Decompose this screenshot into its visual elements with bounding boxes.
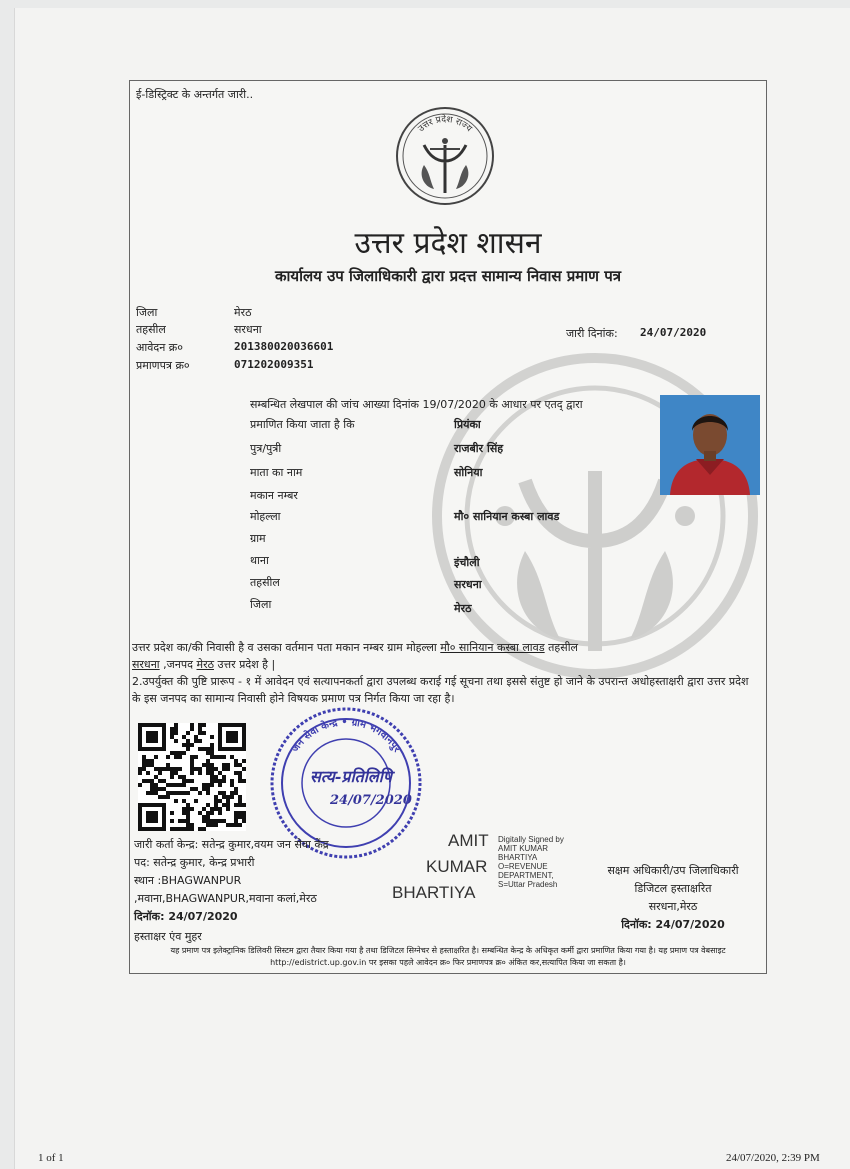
certificate-label: प्रमाणपत्र क्र० [136,359,190,372]
tehsil-label: तहसील [136,323,166,336]
detail-label-mohalla: मोहल्ला [250,510,281,523]
certificate-number: 071202009351 [234,358,314,371]
officer-signed: डिजिटल हस्ताक्षरित [634,882,712,895]
dsig-name-2: KUMAR [426,857,488,876]
issue-date-label: जारी दिनांक: [566,327,618,340]
intro-text: सम्बन्धित लेखपाल की जांच आख्या दिनांक 19/07/2020 के आधार पर एतद् द्वारा [250,398,583,411]
handwritten-attestation: सत्य-प्रतिलिपि [310,767,392,786]
district-value: मेरठ [234,306,252,319]
officer-title: सक्षम अधिकारी/उप जिलाधिकारी [607,864,739,877]
detail-label-police-station: थाना [250,554,269,567]
dsig-line: AMIT KUMAR [498,844,549,853]
issuer-place: स्थान :BHAGWANPUR [134,874,242,887]
handwritten-date: 24/07/2020 [330,793,412,808]
page-title: उत्तर प्रदेश शासन [354,226,542,261]
detail-label-tehsil: तहसील [250,576,280,589]
detail-value-name: प्रियंका [454,418,481,431]
certificate [129,80,767,974]
top-note: ई-डिस्ट्रिक्ट के अन्तर्गत जारी.. [136,88,254,101]
detail-label-village: ग्राम [250,532,266,545]
certificate-subtitle: कार्यालय उप जिलाधिकारी द्वारा प्रदत्त सामान्य निवास प्रमाण पत्र [275,267,621,285]
page-number: 1 of 1 [38,1152,64,1164]
detail-value-police-station: इंचौली [454,556,480,569]
detail-label-father: पुत्र/पुत्री [250,442,282,455]
tehsil-value: सरधना [234,323,262,336]
residence-tehsil-label: तहसील [544,641,579,654]
issuer-sign-label: हस्ताक्षर एंव मुहर [134,930,202,943]
certificate-footer: यह प्रमाण पत्र इलेक्ट्रानिक डिलिवरी सिस्टम द्वारा तैयार किया गया है तथा डिजिटल सिग्नेचर से हस्ताक्षरित है। सम्बन्धित केन्द्र के अधिकृत कर्मी द्वारा प्रमाणित किया गया है। यह प्रमाण पत्र वेबसाइट http://edistrict.up.gov.in पर इसका पहले आवेदन क्र० फिर प्रमाणपत्र क्र० अंकित कर,सत्यापित किया जा सकता है। [170,946,726,967]
dsig-line: DEPARTMENT, [498,871,554,880]
issue-date-value: 24/07/2020 [640,326,707,339]
detail-label-mother: माता का नाम [250,466,303,479]
officer-date: दिनॉक: 24/07/2020 [621,918,725,931]
dsig-line: Digitally Signed by [498,835,564,844]
residence-tehsil: सरधना [132,658,160,671]
issuer-center: जारी कर्ता केन्द्र: सतेन्द्र कुमार,वयम जन सेवा केंद्र [134,838,329,851]
detail-label-house: मकान नम्बर [250,489,298,502]
print-timestamp: 24/07/2020, 2:39 PM [726,1152,820,1164]
scanned-page [14,8,850,1169]
residence-text: उत्तर प्रदेश का/की निवासी है व उसका वर्तमान पता मकान नम्बर ग्राम मोहल्ला [132,641,441,654]
residence-state: उत्तर प्रदेश है | [213,658,276,671]
residence-paragraph [132,639,752,673]
issuer-date: दिनॉक: 24/07/2020 [134,910,238,923]
detail-label-district: जिला [250,598,272,611]
residence-mohalla: मौ० सानियान कस्बा लावड [440,641,545,654]
detail-label-certified: प्रमाणित किया जाता है कि [250,418,355,431]
dsig-name-3: BHARTIYA [392,883,476,902]
qr-code [138,723,246,831]
emblem-ring-text: उत्तर प्रदेश राज्य [416,114,474,135]
applicant-photo [660,395,760,495]
dsig-line: S=Uttar Pradesh [498,880,558,889]
issuer-post: पद: सतेन्द्र कुमार, केन्द्र प्रभारी [134,856,255,869]
detail-value-mother: सोनिया [454,466,483,479]
issuer-address: ,मवाना,BHAGWANPUR,मवाना कलां,मेरठ [134,892,317,905]
detail-value-father: राजबीर सिंह [454,442,504,455]
application-label: आवेदन क्र० [136,341,183,354]
residence-district: मेरठ [196,658,214,671]
seal-ring-text: जन सेवा केन्द्र • ग्राम भगवानपुर [289,716,403,755]
detail-value-mohalla: मौ० सानियान कस्बा लावड [454,510,560,523]
detail-value-tehsil: सरधना [454,578,482,591]
dsig-name-1: AMIT [448,831,489,850]
residence-district-label: ,जनपद [159,658,197,671]
digital-signature-details [498,835,564,889]
up-emblem-icon [394,105,496,207]
officer-place: सरधना,मेरठ [648,900,698,913]
detail-value-district: मेरठ [454,602,472,615]
application-number: 201380020036601 [234,340,334,353]
district-label: जिला [136,306,158,319]
confirmation-paragraph: 2.उपर्युक्त की पुष्टि प्रारूप - १ में आवेदन एवं सत्यापनकर्ता द्वारा उपलब्ध कराई गई सूचना तथा इससे संतुष्ट हो जाने के उपरान्त अधोहस्ताक्षरी द्वारा उत्तर प्रदेश के इस जनपद का सामान्य निवासी होने विषयक प्रमाण पत्र निर्गत किया जा रहा है। [132,675,749,705]
dsig-line: BHARTIYA [498,853,538,862]
dsig-line: O=REVENUE [498,862,548,871]
